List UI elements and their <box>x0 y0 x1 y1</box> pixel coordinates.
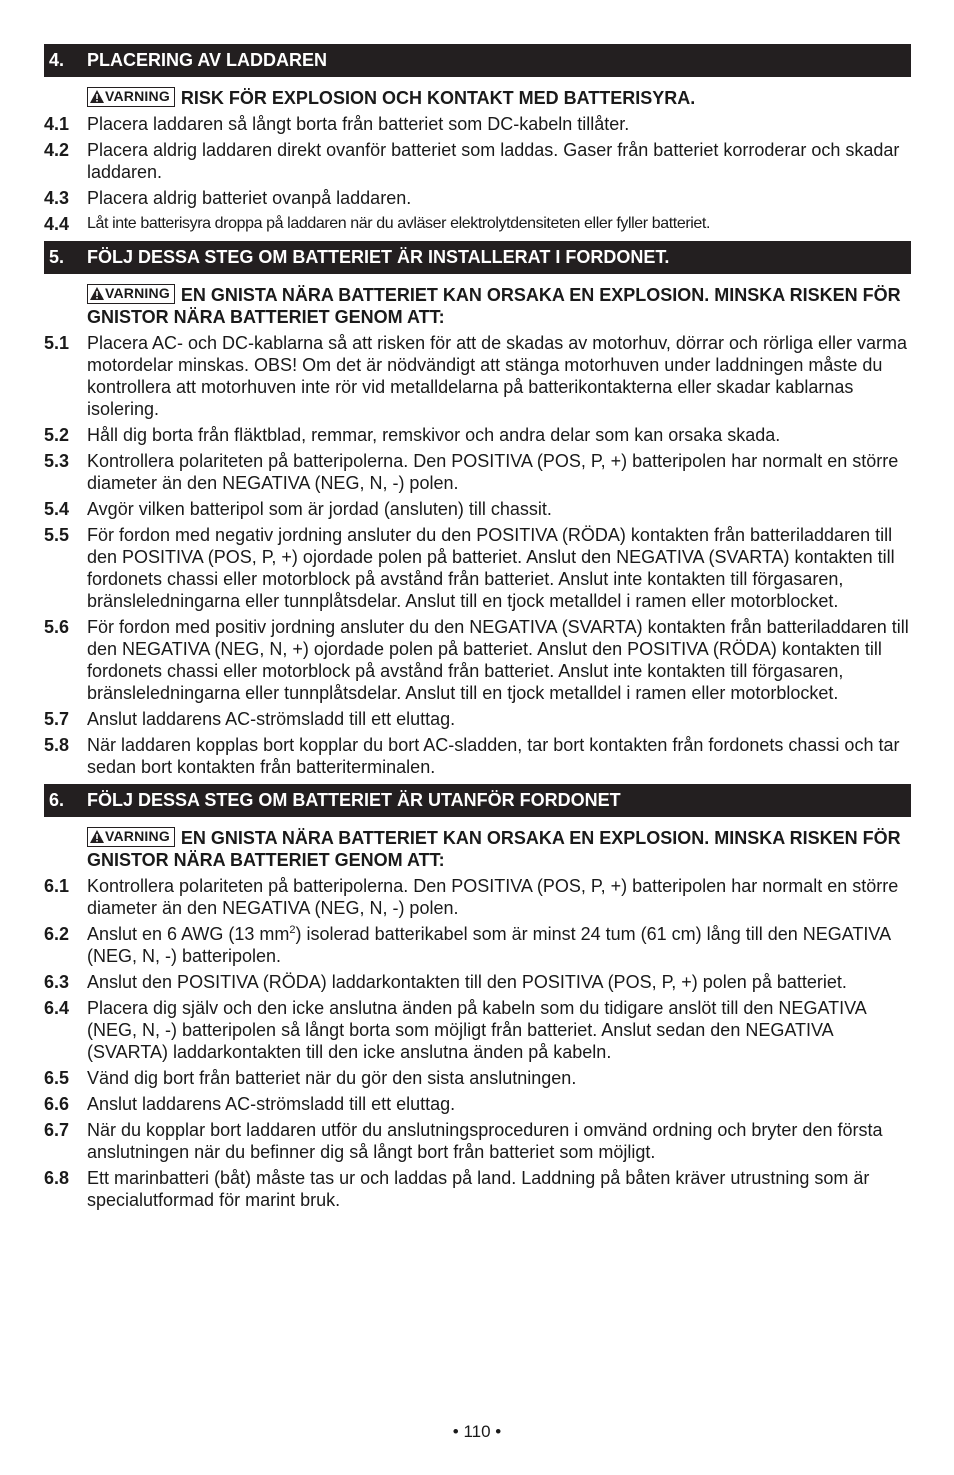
warning-label: VARNING <box>105 285 170 301</box>
item-text: Låt inte batterisyra droppa på laddaren när du avläser elektrolytdensiteten eller fyller batteriet. <box>87 215 711 232</box>
warning-badge <box>87 87 175 107</box>
superscript: 2 <box>289 924 296 936</box>
warning-block <box>87 827 911 871</box>
list-item <box>44 139 911 183</box>
item-number: 6.8 <box>44 1168 70 1188</box>
item-number: 6.1 <box>44 876 70 896</box>
item-number: 5.5 <box>44 525 70 545</box>
list-item <box>44 997 911 1063</box>
section-header <box>44 44 911 77</box>
item-text: Avgör vilken batteripol som är jordad (ansluten) till chassit. <box>87 499 552 519</box>
warning-text: EN GNISTA NÄRA BATTERIET KAN ORSAKA EN EXPLOSION. MINSKA RISKEN FÖR GNISTOR NÄRA BATTERIET GENOM ATT: <box>87 285 901 327</box>
warning-badge <box>87 284 175 304</box>
item-number: 6.2 <box>44 924 70 944</box>
list-item <box>44 187 911 209</box>
item-number: 5.6 <box>44 617 70 637</box>
section-6 <box>44 784 911 1211</box>
list-item <box>44 616 911 704</box>
list-item <box>44 498 911 520</box>
item-number: 4.3 <box>44 188 70 208</box>
warning-text: RISK FÖR EXPLOSION OCH KONTAKT MED BATTERISYRA. <box>180 88 696 108</box>
item-text: Anslut den POSITIVA (RÖDA) laddarkontakten till den POSITIVA (POS, P, +) polen på batteriet. <box>87 972 847 992</box>
item-text: Placera aldrig batteriet ovanpå laddaren. <box>87 188 412 208</box>
item-number: 5.3 <box>44 451 70 471</box>
item-text: Placera dig själv och den icke anslutna änden på kabeln som du tidigare anslöt till den NEGATIVA (NEG, N, -) batteripolen så långt borta som möjligt från batteriet. Anslut sedan den NEGATIVA (SVARTA) laddarkontakten till den icke anslutna änden på kabeln. <box>87 998 866 1062</box>
warning-label: VARNING <box>105 828 170 844</box>
item-text: Placera aldrig laddaren direkt ovanför batteriet som laddas. Gaser från batteriet korroderar och skadar laddaren. <box>87 140 900 182</box>
item-text: Kontrollera polariteten på batteripolerna. Den POSITIVA (POS, P, +) batteripolen har normalt en större diameter än den NEGATIVA (NEG, N, -) polen. <box>87 451 899 493</box>
section-header <box>44 784 911 817</box>
item-text-part: ) isolerad batterikabel som är minst 24 tum (61 cm) lång till den NEGATIVA (NEG, N, -) batteripolen. <box>87 924 891 966</box>
item-text: Vänd dig bort från batteriet när du gör den sista anslutningen. <box>87 1068 577 1088</box>
list-item <box>44 113 911 135</box>
item-number: 6.3 <box>44 972 70 992</box>
list-item <box>44 450 911 494</box>
list-item <box>44 734 911 778</box>
item-number: 4.2 <box>44 140 70 160</box>
list-item <box>44 332 911 420</box>
item-text <box>87 923 911 967</box>
list-item <box>44 213 911 235</box>
warning-label: VARNING <box>105 88 170 104</box>
item-number: 6.6 <box>44 1094 70 1114</box>
list-item <box>44 971 911 993</box>
item-text: Placera laddaren så långt borta från batteriet som DC-kabeln tillåter. <box>87 114 630 134</box>
item-text: Anslut laddarens AC-strömsladd till ett eluttag. <box>87 1094 456 1114</box>
item-text-part: Anslut en 6 AWG (13 mm <box>87 924 290 944</box>
item-text: Kontrollera polariteten på batteripolerna. Den POSITIVA (POS, P, +) batteripolen har normalt en större diameter än den NEGATIVA (NEG, N, -) polen. <box>87 876 899 918</box>
section-number: 4. <box>49 50 65 70</box>
item-text: När laddaren kopplas bort kopplar du bort AC-sladden, tar bort kontakten från fordonets chassi och tar sedan bort kontakten från batteriterminalen. <box>87 735 900 777</box>
warning-triangle-icon <box>90 287 104 300</box>
item-number: 4.4 <box>44 214 70 234</box>
section-title: FÖLJ DESSA STEG OM BATTERIET ÄR INSTALLERAT I FORDONET. <box>87 247 670 267</box>
list-item <box>44 923 911 967</box>
warning-badge <box>87 827 175 847</box>
list-item <box>44 1093 911 1115</box>
list-item <box>44 1167 911 1211</box>
item-number: 6.4 <box>44 998 70 1018</box>
item-text: Ett marinbatteri (båt) måste tas ur och laddas på land. Laddning på båten kräver utrustning som är specialutformad för marint bruk. <box>87 1168 870 1210</box>
list-item <box>44 424 911 446</box>
item-number: 5.4 <box>44 499 70 519</box>
list-item <box>44 1067 911 1089</box>
warning-block <box>87 284 911 328</box>
warning-triangle-icon <box>90 90 104 103</box>
item-number: 5.7 <box>44 709 70 729</box>
item-number: 5.1 <box>44 333 70 353</box>
item-number: 5.2 <box>44 425 70 445</box>
item-number: 6.7 <box>44 1120 70 1140</box>
list-item <box>44 708 911 730</box>
section-title: PLACERING AV LADDAREN <box>87 50 328 70</box>
item-text: Placera AC- och DC-kablarna så att risken för att de skadas av motorhuv, dörrar och rörliga eller varma motordelar minskas. OBS! Om det är nödvändigt att stänga motorhuven under laddningen måste du kontrollera att motorhuven inte rör vid metalldelarna på batterikontakterna eller skadar kablarnas isolering. <box>87 333 908 419</box>
item-text: För fordon med negativ jordning ansluter du den POSITIVA (RÖDA) kontakten från batteriladdaren till den POSITIVA (POS, P, +) ojordade polen på batteriet. Anslut den NEGATIVA (SVARTA) kontakten till fordonets chassi eller motorblock på avstånd från batteriet. Anslut inte kontakten till förgasaren, bränsleledningarna eller tunnplåtsdelar. Anslut till en tjock metalldel i ramen eller motorblocket. <box>87 525 895 611</box>
item-text: Anslut laddarens AC-strömsladd till ett eluttag. <box>87 709 456 729</box>
section-5 <box>44 241 911 778</box>
section-4 <box>44 44 911 235</box>
item-text: För fordon med positiv jordning ansluter du den NEGATIVA (SVARTA) kontakten från batteriladdaren till den NEGATIVA (NEG, N, +) ojordade polen på batteriet. Anslut den POSITIVA (RÖDA) kontakten till fordonets chassi eller motorblock på avstånd från batteriet. Anslut inte kontakten till förgasaren, bränsleledningarna eller tunnplåtsdelar. Anslut till en tjock metalldel i ramen eller motorblocket. <box>87 617 909 703</box>
item-text: När du kopplar bort laddaren utför du anslutningsproceduren i omvänd ordning och bryter den första anslutningen när du befinner dig så långt bort från batteriet som möjligt. <box>87 1120 883 1162</box>
manual-page <box>44 44 911 1217</box>
list-item <box>44 524 911 612</box>
item-number: 4.1 <box>44 114 70 134</box>
item-number: 6.5 <box>44 1068 70 1088</box>
warning-triangle-icon <box>90 830 104 843</box>
item-text: Håll dig borta från fläktblad, remmar, remskivor och andra delar som kan orsaka skada. <box>87 425 781 445</box>
warning-text: EN GNISTA NÄRA BATTERIET KAN ORSAKA EN EXPLOSION. MINSKA RISKEN FÖR GNISTOR NÄRA BATTERIET GENOM ATT: <box>87 828 901 870</box>
section-title: FÖLJ DESSA STEG OM BATTERIET ÄR UTANFÖR FORDONET <box>87 790 621 810</box>
list-item <box>44 875 911 919</box>
warning-block <box>87 87 911 109</box>
section-number: 6. <box>49 790 65 810</box>
item-number: 5.8 <box>44 735 70 755</box>
list-item <box>44 1119 911 1163</box>
section-number: 5. <box>49 247 65 267</box>
section-header <box>44 241 911 274</box>
page-number: • 110 • <box>452 1422 502 1441</box>
